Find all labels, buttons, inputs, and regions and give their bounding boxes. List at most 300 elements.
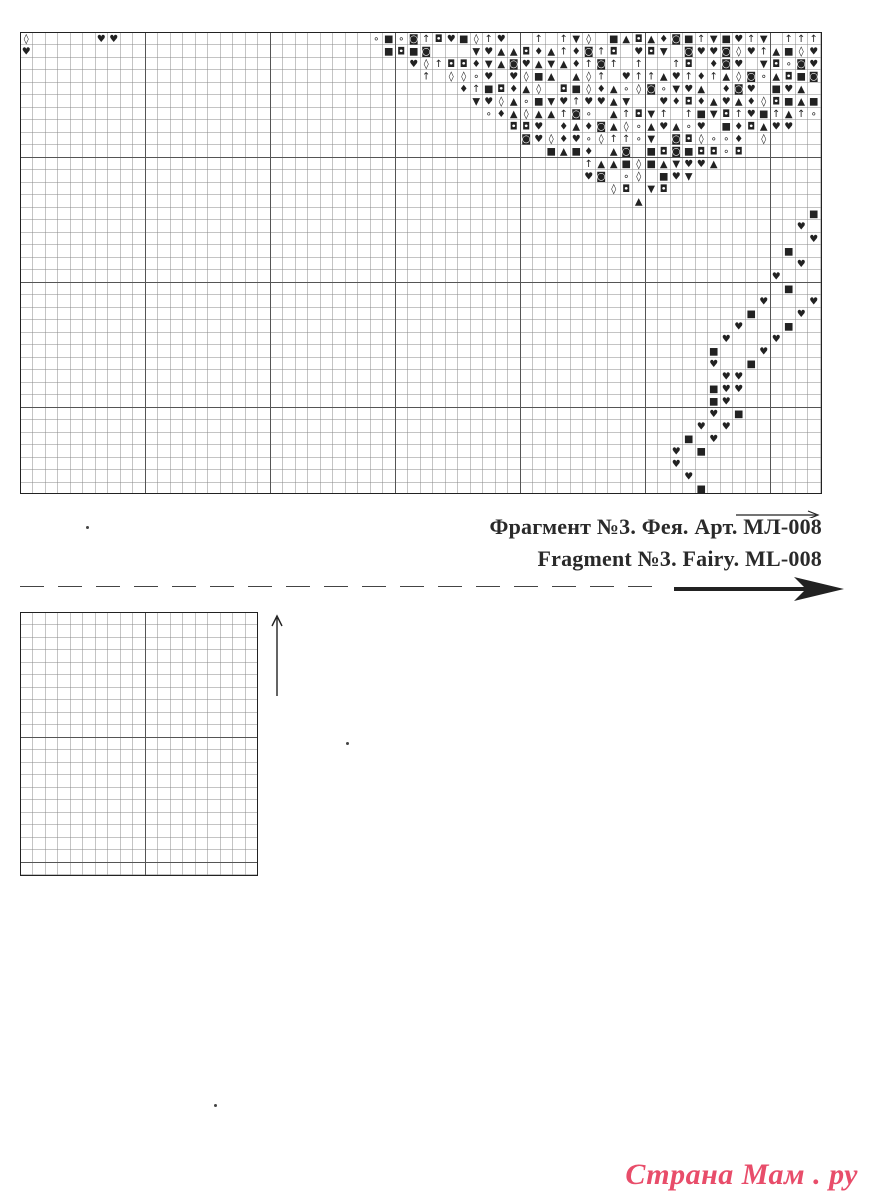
stitch-symbol: ▲ — [647, 121, 656, 133]
stitch-symbol: ▲ — [772, 46, 781, 58]
stitch-symbol: ♥ — [734, 371, 744, 383]
stitch-symbol: ♥ — [446, 34, 456, 45]
stitch-symbol: ∘ — [373, 34, 380, 45]
stitch-symbol: ▲ — [709, 96, 718, 108]
stitch-symbol: ◊ — [598, 134, 604, 145]
stitch-symbol: ▼ — [547, 96, 556, 108]
stitch-symbol: ◘ — [722, 109, 731, 120]
stitch-symbol: ♥ — [809, 234, 819, 245]
stitch-symbol: ◊ — [548, 134, 554, 145]
stitch-symbol: ◊ — [498, 96, 504, 108]
stitch-symbol: ■ — [546, 146, 556, 158]
stitch-symbol: ♦ — [696, 71, 706, 83]
stitch-symbol: ∘ — [623, 171, 630, 183]
stitch-symbol: ▲ — [784, 109, 793, 120]
stitch-symbol: ■ — [721, 34, 731, 45]
stitch-symbol: ◊ — [586, 71, 592, 83]
stitch-symbol: ◘ — [509, 121, 518, 133]
stitch-symbol: ↑ — [597, 46, 606, 58]
stitch-symbol: ♥ — [746, 84, 756, 95]
stitch-symbol: ◙ — [671, 34, 682, 45]
stitch-symbol: ◊ — [523, 109, 529, 120]
stitch-symbol: ◘ — [772, 59, 781, 70]
stitch-symbol: ■ — [659, 171, 669, 183]
stitch-symbol: ▼ — [572, 34, 581, 45]
stitch-symbol: ▲ — [509, 96, 518, 108]
stitch-symbol: ◙ — [721, 46, 732, 58]
stitch-symbol: ◊ — [523, 71, 529, 83]
stitch-symbol: ♥ — [634, 46, 644, 58]
stitch-symbol: ♥ — [671, 171, 681, 183]
dash-segment — [210, 586, 234, 587]
stitch-symbol: ▲ — [534, 59, 543, 70]
stitch-symbol: ▲ — [659, 159, 668, 170]
stitch-symbol: ♥ — [684, 471, 694, 483]
stitch-symbol: ↑ — [622, 134, 631, 145]
stitch-symbol: ♥ — [659, 96, 669, 108]
stitch-symbol: ◘ — [684, 134, 693, 145]
stitch-symbol: ∘ — [723, 134, 730, 145]
stitch-symbol: ∘ — [723, 146, 730, 158]
stitch-symbol: ♥ — [709, 434, 719, 445]
stitch-symbol: ∘ — [623, 84, 630, 95]
stitch-symbol: ♥ — [496, 34, 506, 45]
stitch-symbol: ▲ — [572, 121, 581, 133]
stitch-symbol: ♥ — [521, 59, 531, 70]
stitch-symbol: ◊ — [586, 34, 592, 45]
stitch-symbol: ♥ — [734, 59, 744, 70]
stitch-symbol: ▲ — [609, 121, 618, 133]
stitch-symbol: ∘ — [635, 121, 642, 133]
stitch-symbol: ▲ — [609, 96, 618, 108]
stitch-symbol: ∘ — [485, 109, 492, 120]
stitch-symbol: ↑ — [684, 71, 693, 83]
stitch-symbol: ■ — [784, 246, 794, 258]
stitch-symbol: ♥ — [484, 71, 494, 83]
stitch-symbol: ♥ — [796, 221, 806, 233]
stitch-symbol: ◙ — [583, 46, 594, 58]
fragment-caption-ru: Фрагмент №3. Фея. Арт. МЛ-008 — [489, 514, 822, 539]
stitch-symbol: ■ — [459, 34, 469, 45]
stitch-symbol: ♥ — [684, 159, 694, 170]
stitch-symbol: ↑ — [772, 109, 781, 120]
stitch-symbol: ↑ — [759, 46, 768, 58]
stitch-symbol: ♥ — [721, 96, 731, 108]
stitch-symbol: ◊ — [623, 121, 629, 133]
stitch-symbol: ↑ — [659, 109, 668, 120]
stitch-symbol: ↑ — [609, 59, 618, 70]
stitch-symbol: ▼ — [472, 96, 481, 108]
stitch-symbol: ◘ — [647, 46, 656, 58]
stitch-symbol: ▼ — [647, 134, 656, 145]
stitch-symbol: ■ — [384, 46, 394, 58]
stitch-symbol: ▲ — [759, 121, 768, 133]
stitch-symbol: ◊ — [636, 84, 642, 95]
stitch-symbol: ■ — [796, 71, 806, 83]
dash-segment — [438, 586, 462, 587]
stitch-symbol: ♥ — [671, 459, 681, 470]
stitch-symbol: ■ — [409, 46, 419, 58]
stitch-symbol: ♥ — [721, 334, 731, 345]
stitch-symbol: ◊ — [423, 59, 429, 70]
stitch-symbol: ♥ — [684, 84, 694, 95]
stitch-symbol: ◙ — [408, 34, 419, 45]
stitch-symbol: ▲ — [609, 109, 618, 120]
stitch-symbol: ↑ — [697, 34, 706, 45]
stitch-symbol: ♦ — [459, 84, 469, 95]
stitch-symbol: ▲ — [734, 96, 743, 108]
stitch-symbol: ▼ — [484, 59, 493, 70]
stitch-symbol: ◙ — [721, 59, 732, 70]
stitch-symbol: ↑ — [534, 34, 543, 45]
dash-segment — [58, 586, 82, 587]
stitch-symbol: ∘ — [398, 34, 405, 45]
stitch-symbol: ♥ — [584, 171, 594, 183]
stitch-symbol: ▲ — [547, 109, 556, 120]
stitch-symbol: ▼ — [659, 46, 668, 58]
stitch-symbol: ◘ — [609, 46, 618, 58]
stitch-symbol: ■ — [684, 34, 694, 45]
stitch-symbol: ▲ — [547, 46, 556, 58]
stitch-symbol: ◙ — [596, 59, 607, 70]
stitch-symbol: ◊ — [636, 171, 642, 183]
dash-segment — [400, 586, 424, 587]
stitch-symbol: ■ — [534, 71, 544, 83]
stitch-symbol: ♥ — [721, 396, 731, 408]
dash-segment — [628, 586, 652, 587]
stitch-symbol: ♥ — [696, 121, 706, 133]
stitch-symbol: ▼ — [672, 159, 681, 170]
stitch-symbol: ▲ — [534, 109, 543, 120]
stitch-symbol: ♦ — [734, 121, 744, 133]
stitch-symbol: ▼ — [759, 59, 768, 70]
dash-segment — [248, 586, 272, 587]
stitch-symbol: ▲ — [647, 34, 656, 45]
stitch-symbol: ♥ — [784, 84, 794, 95]
stitch-symbol: ♥ — [709, 409, 719, 420]
stitch-symbol: ◙ — [671, 146, 682, 158]
stitch-symbol: ↑ — [684, 109, 693, 120]
pattern-grid-main — [20, 32, 822, 494]
scan-speck — [346, 742, 349, 745]
stitch-symbol: ◊ — [636, 159, 642, 170]
stitch-symbol: ◘ — [684, 59, 693, 70]
stitch-symbol: ◙ — [671, 134, 682, 145]
stitch-symbol: ◊ — [586, 84, 592, 95]
stitch-symbol: ◘ — [497, 84, 506, 95]
stitch-symbol: ■ — [784, 46, 794, 58]
stitch-symbol: ■ — [721, 121, 731, 133]
stitch-symbol: ♥ — [796, 309, 806, 320]
stitch-symbol: ♦ — [596, 84, 606, 95]
stitch-symbol: ♥ — [734, 384, 744, 395]
stitch-symbol: ∘ — [585, 109, 592, 120]
stitch-symbol: ♥ — [534, 134, 544, 145]
dash-segment — [20, 586, 44, 587]
stitch-symbol: ◙ — [521, 134, 532, 145]
stitch-symbol: ▲ — [509, 46, 518, 58]
stitch-symbol: ■ — [484, 84, 494, 95]
stitch-symbol: ▼ — [647, 109, 656, 120]
stitch-symbol: ◘ — [459, 59, 468, 70]
stitch-symbol: ∘ — [760, 71, 767, 83]
stitch-symbol: ▲ — [672, 121, 681, 133]
stitch-symbol: ■ — [746, 359, 756, 370]
stitch-symbol: ↑ — [584, 59, 593, 70]
stitch-symbol: ◘ — [709, 146, 718, 158]
stitch-symbol: ◊ — [736, 46, 742, 58]
stitch-symbol: ▼ — [759, 34, 768, 45]
stitch-symbol: ◙ — [646, 84, 657, 95]
stitch-symbol: ∘ — [635, 134, 642, 145]
stitch-symbol: ♥ — [809, 46, 819, 58]
stitch-symbol: ▲ — [697, 84, 706, 95]
dash-segment — [324, 586, 348, 587]
stitch-symbol: ♥ — [759, 346, 769, 358]
stitch-symbol: ♦ — [696, 96, 706, 108]
stitch-symbol: ↑ — [484, 34, 493, 45]
stitch-symbol: ◊ — [761, 134, 767, 145]
dash-segment — [134, 586, 158, 587]
stitch-symbol: ↑ — [622, 109, 631, 120]
stitch-symbol: ▲ — [559, 146, 568, 158]
stitch-symbol: ◊ — [761, 96, 767, 108]
stitch-symbol: ◊ — [736, 71, 742, 83]
stitch-symbol: ↑ — [584, 159, 593, 170]
stitch-symbol: ♥ — [696, 46, 706, 58]
scan-speck — [86, 526, 89, 529]
stitch-symbol: ↑ — [559, 34, 568, 45]
stitch-symbol: ▼ — [709, 34, 718, 45]
stitch-symbol: ♥ — [809, 59, 819, 70]
stitch-symbol: ▲ — [709, 159, 718, 170]
dash-segment — [590, 586, 614, 587]
stitch-symbol: ▲ — [559, 59, 568, 70]
stitch-symbol: ♥ — [709, 359, 719, 370]
stitch-symbol: ♥ — [721, 384, 731, 395]
up-arrow-icon — [270, 614, 284, 696]
stitch-symbol: ◊ — [698, 134, 704, 145]
stitch-symbol: ♥ — [109, 34, 119, 45]
stitch-symbol: ◙ — [733, 84, 744, 95]
stitch-symbol: ▲ — [659, 71, 668, 83]
stitch-symbol: ■ — [646, 146, 656, 158]
stitch-symbol: ↑ — [597, 71, 606, 83]
dash-segment — [96, 586, 120, 587]
dash-segment — [514, 586, 538, 587]
stitch-symbol: ↑ — [734, 109, 743, 120]
stitch-symbol: ▲ — [634, 196, 643, 208]
stitch-symbol: ■ — [759, 109, 769, 120]
stitch-symbol: ♥ — [721, 371, 731, 383]
stitch-symbol: ♥ — [721, 421, 731, 433]
stitch-symbol: ◊ — [448, 71, 454, 83]
scan-speck — [214, 1104, 217, 1107]
stitch-symbol: ▲ — [722, 71, 731, 83]
stitch-symbol: ◊ — [23, 34, 29, 45]
dash-segment — [552, 586, 576, 587]
dash-segment — [172, 586, 196, 587]
stitch-symbol: ▲ — [772, 71, 781, 83]
stitch-symbol: ■ — [784, 321, 794, 333]
watermark-logo: Страна Мам . ру — [625, 1158, 858, 1191]
stitch-symbol: ♥ — [559, 96, 569, 108]
stitch-symbol: ▲ — [609, 159, 618, 170]
stitch-symbol: ↑ — [559, 109, 568, 120]
stitch-symbol: ∘ — [660, 84, 667, 95]
stitch-symbol: ♥ — [409, 59, 419, 70]
stitch-symbol: ◘ — [784, 71, 793, 83]
stitch-symbol: ◘ — [522, 46, 531, 58]
stitch-symbol: ◘ — [447, 59, 456, 70]
stitch-symbol: ↑ — [472, 84, 481, 95]
stitch-symbol: ◘ — [734, 146, 743, 158]
stitch-symbol: ♥ — [746, 109, 756, 120]
stitch-symbol: ■ — [621, 159, 631, 170]
stitch-symbol: ♥ — [659, 121, 669, 133]
stitch-symbol: ◘ — [659, 184, 668, 195]
stitch-symbol: ↑ — [422, 71, 431, 83]
stitch-symbol: ▼ — [622, 96, 631, 108]
stitch-symbol: ■ — [684, 146, 694, 158]
stitch-symbol: ◙ — [571, 109, 582, 120]
stitch-symbol: ■ — [384, 34, 394, 45]
stitch-symbol: ■ — [534, 96, 544, 108]
stitch-symbol: ■ — [646, 159, 656, 170]
stitch-symbol: ■ — [746, 309, 756, 320]
stitch-symbol: ♥ — [796, 259, 806, 270]
stitch-symbol: ◙ — [421, 46, 432, 58]
stitch-symbol: ▲ — [547, 71, 556, 83]
stitch-symbol: ◘ — [559, 84, 568, 95]
stitch-symbol: ♦ — [559, 134, 569, 145]
stitch-symbol: ↑ — [434, 59, 443, 70]
stitch-symbol: ◘ — [659, 146, 668, 158]
stitch-symbol: ▲ — [609, 84, 618, 95]
stitch-symbol: ◘ — [434, 34, 443, 45]
stitch-symbol: ■ — [784, 284, 794, 295]
stitch-symbol: ♥ — [584, 96, 594, 108]
stitch-symbol: ♦ — [571, 46, 581, 58]
stitch-symbol: ▲ — [609, 146, 618, 158]
stitch-symbol: ↑ — [709, 71, 718, 83]
stitch-symbol: ◘ — [772, 96, 781, 108]
stitch-symbol: ↑ — [797, 109, 806, 120]
stitch-symbol: ■ — [684, 434, 694, 445]
stitch-symbol: ♥ — [96, 34, 106, 45]
stitch-symbol: ◘ — [634, 109, 643, 120]
stitch-symbol: ♥ — [746, 46, 756, 58]
stitch-symbol: ▲ — [622, 34, 631, 45]
stitch-symbol: ▲ — [497, 46, 506, 58]
stitch-symbol: ↑ — [559, 46, 568, 58]
stitch-symbol: ♦ — [584, 121, 594, 133]
stitch-symbol: ♥ — [571, 134, 581, 145]
stitch-symbol: ♦ — [721, 84, 731, 95]
stitch-symbol: ∘ — [523, 96, 530, 108]
right-arrow-icon — [674, 577, 844, 601]
stitch-symbol: ◙ — [808, 71, 819, 83]
stitch-symbol: ▲ — [522, 84, 531, 95]
stitch-symbol: ♥ — [734, 34, 744, 45]
stitch-symbol: ◙ — [508, 59, 519, 70]
stitch-symbol: ◙ — [621, 146, 632, 158]
stitch-symbol: ∘ — [710, 134, 717, 145]
stitch-symbol: ■ — [709, 396, 719, 408]
stitch-symbol: ♥ — [596, 96, 606, 108]
stitch-symbol: ↑ — [784, 34, 793, 45]
dash-segment — [362, 586, 386, 587]
stitch-symbol: ♥ — [484, 46, 494, 58]
stitch-symbol: ♥ — [771, 121, 781, 133]
stitch-symbol: ◘ — [747, 121, 756, 133]
stitch-symbol: ■ — [734, 409, 744, 420]
stitch-symbol: ■ — [709, 346, 719, 358]
stitch-symbol: ♦ — [571, 59, 581, 70]
stitch-symbol: ↑ — [672, 59, 681, 70]
stitch-symbol: ↑ — [747, 34, 756, 45]
stitch-symbol: ↑ — [572, 96, 581, 108]
stitch-symbol: ▼ — [709, 109, 718, 120]
pattern-grid-continuation — [20, 612, 258, 876]
stitch-symbol: ▲ — [572, 71, 581, 83]
stitch-symbol: ▲ — [497, 59, 506, 70]
stitch-symbol: ♥ — [771, 271, 781, 283]
stitch-symbol: ♥ — [671, 446, 681, 458]
stitch-symbol: ◙ — [683, 46, 694, 58]
stitch-symbol: ♥ — [21, 46, 31, 58]
stitch-symbol: ♦ — [559, 121, 569, 133]
stitch-symbol: ♦ — [709, 59, 719, 70]
stitch-symbol: ♥ — [784, 121, 794, 133]
stitch-symbol: ◙ — [596, 121, 607, 133]
stitch-symbol: ♥ — [696, 421, 706, 433]
stitch-symbol: ♥ — [771, 334, 781, 345]
stitch-symbol: ♥ — [509, 71, 519, 83]
stitch-symbol: ♥ — [671, 71, 681, 83]
stitch-symbol: ↑ — [647, 71, 656, 83]
stitch-symbol: ♥ — [621, 71, 631, 83]
stitch-symbol: ■ — [809, 96, 819, 108]
stitch-symbol: ▼ — [547, 59, 556, 70]
stitch-symbol: ■ — [609, 34, 619, 45]
stitch-symbol: ♦ — [671, 96, 681, 108]
stitch-symbol: ■ — [696, 446, 706, 458]
stitch-symbol: ∘ — [585, 134, 592, 145]
stitch-symbol: ■ — [571, 146, 581, 158]
stitch-symbol: ♦ — [584, 146, 594, 158]
stitch-symbol: ♦ — [734, 134, 744, 145]
stitch-symbol: ■ — [571, 84, 581, 95]
stitch-symbol: ♦ — [746, 96, 756, 108]
stitch-symbol: ♥ — [734, 321, 744, 333]
stitch-symbol: ↑ — [609, 134, 618, 145]
stitch-symbol: ↑ — [422, 34, 431, 45]
stitch-symbol: ∘ — [785, 59, 792, 70]
stitch-symbol: ∘ — [685, 121, 692, 133]
stitch-symbol: ◊ — [461, 71, 467, 83]
stitch-symbol: ▼ — [672, 84, 681, 95]
stitch-symbol: ♦ — [509, 84, 519, 95]
stitch-symbol: ▼ — [472, 46, 481, 58]
dash-segment — [286, 586, 310, 587]
stitch-symbol: ♦ — [471, 59, 481, 70]
stitch-symbol: ▲ — [797, 84, 806, 95]
stitch-symbol: ♦ — [534, 46, 544, 58]
stitch-symbol: ■ — [696, 109, 706, 120]
stitch-symbol: ■ — [809, 209, 819, 220]
stitch-symbol: ↑ — [634, 59, 643, 70]
